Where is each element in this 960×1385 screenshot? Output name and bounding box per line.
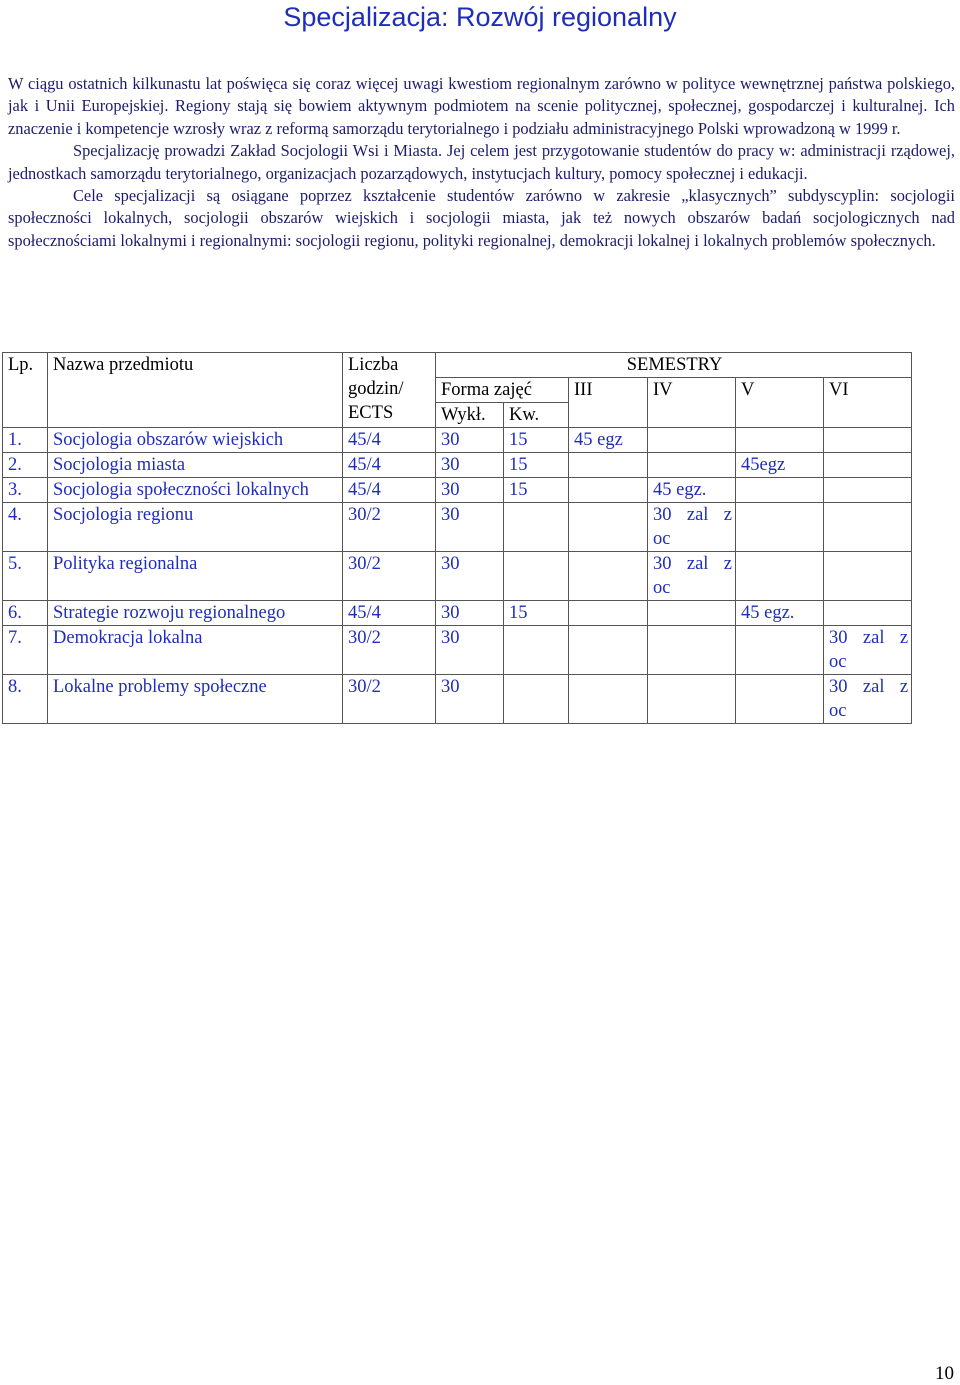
row-sem3 bbox=[569, 453, 648, 478]
row-hours: 45/4 bbox=[343, 453, 436, 478]
row-sem4: 45 egz. bbox=[648, 478, 736, 503]
intro-text bbox=[8, 73, 955, 252]
header-hours-line3: ECTS bbox=[348, 403, 394, 423]
row-sem5: 45egz bbox=[736, 453, 824, 478]
row-name: Strategie rozwoju regionalnego bbox=[48, 601, 343, 626]
row-name: Socjologia obszarów wiejskich bbox=[48, 428, 343, 453]
row-lp: 5. bbox=[3, 552, 48, 601]
row-sem3 bbox=[569, 552, 648, 601]
header-row-1 bbox=[3, 353, 912, 378]
header-sem6: VI bbox=[824, 378, 912, 428]
row-sem6 bbox=[824, 601, 912, 626]
header-lp: Lp. bbox=[3, 353, 48, 428]
row-wykl: 30 bbox=[436, 675, 504, 724]
row-kw bbox=[504, 552, 569, 601]
row-sem5 bbox=[736, 478, 824, 503]
row-hours: 45/4 bbox=[343, 601, 436, 626]
row-name: Socjologia miasta bbox=[48, 453, 343, 478]
row-hours: 45/4 bbox=[343, 428, 436, 453]
row-wykl: 30 bbox=[436, 478, 504, 503]
row-wykl: 30 bbox=[436, 453, 504, 478]
row-name: Lokalne problemy społeczne bbox=[48, 675, 343, 724]
header-sem4: IV bbox=[648, 378, 736, 428]
row-sem6 bbox=[824, 552, 912, 601]
row-sem3 bbox=[569, 675, 648, 724]
row-name: Socjologia regionu bbox=[48, 503, 343, 552]
header-hours-line2: godzin/ bbox=[348, 379, 404, 399]
course-table bbox=[2, 352, 912, 724]
row-kw bbox=[504, 503, 569, 552]
row-wykl: 30 bbox=[436, 601, 504, 626]
table-row bbox=[3, 453, 912, 478]
row-kw bbox=[504, 626, 569, 675]
row-lp: 1. bbox=[3, 428, 48, 453]
row-kw: 15 bbox=[504, 453, 569, 478]
row-sem4: 30 zal z oc bbox=[648, 503, 736, 552]
row-kw: 15 bbox=[504, 478, 569, 503]
header-kw: Kw. bbox=[504, 403, 569, 428]
header-semesters: SEMESTRY bbox=[436, 353, 912, 378]
row-sem6 bbox=[824, 478, 912, 503]
header-sem5: V bbox=[736, 378, 824, 428]
row-sem3 bbox=[569, 626, 648, 675]
course-table-body bbox=[3, 353, 912, 724]
row-hours: 30/2 bbox=[343, 626, 436, 675]
row-hours: 45/4 bbox=[343, 478, 436, 503]
row-name: Polityka regionalna bbox=[48, 552, 343, 601]
paragraph-2: Specjalizację prowadzi Zakład Socjologii Wsi i Miasta. Jej celem jest przygotowanie studentów do pracy w: administracji rządowej, jednostkach samorządu terytorialnego, organizacjach pozarządowych, instytucjach kultury, pomocy społecznej i edukacji. bbox=[8, 141, 955, 183]
row-sem5 bbox=[736, 428, 824, 453]
row-wykl: 30 bbox=[436, 552, 504, 601]
row-sem6 bbox=[824, 453, 912, 478]
row-sem4 bbox=[648, 601, 736, 626]
row-sem4 bbox=[648, 453, 736, 478]
row-sem3 bbox=[569, 478, 648, 503]
row-wykl: 30 bbox=[436, 626, 504, 675]
row-sem3 bbox=[569, 601, 648, 626]
row-wykl: 30 bbox=[436, 503, 504, 552]
table-row bbox=[3, 428, 912, 453]
row-wykl: 30 bbox=[436, 428, 504, 453]
row-lp: 8. bbox=[3, 675, 48, 724]
paragraph-1: W ciągu ostatnich kilkunastu lat poświęca się coraz więcej uwagi kwestiom regionalnym zarówno w polityce wewnętrznej państwa polskiego, jak i Unii Europejskiej. Regiony stają się bowiem aktywnym podmiotem na scenie politycznej, społecznej, gospodarczej i kulturalnej. Ich znaczenie i kompetencje wzrosły wraz z reformą samorządu terytorialnego i podziału administracyjnego Polski wprowadzoną w 1999 r. bbox=[8, 74, 955, 138]
row-kw: 15 bbox=[504, 601, 569, 626]
page-title: Specjalizacja: Rozwój regionalny bbox=[283, 2, 677, 32]
row-kw: 15 bbox=[504, 428, 569, 453]
table-row bbox=[3, 503, 912, 552]
header-hours bbox=[343, 353, 436, 428]
row-lp: 4. bbox=[3, 503, 48, 552]
row-sem4: 30 zal z oc bbox=[648, 552, 736, 601]
row-sem6 bbox=[824, 428, 912, 453]
header-hours-line1: Liczba bbox=[348, 355, 399, 375]
table-row bbox=[3, 601, 912, 626]
row-lp: 2. bbox=[3, 453, 48, 478]
row-kw bbox=[504, 675, 569, 724]
row-sem6: 30 zal z oc bbox=[824, 626, 912, 675]
table-row bbox=[3, 478, 912, 503]
row-hours: 30/2 bbox=[343, 675, 436, 724]
row-hours: 30/2 bbox=[343, 503, 436, 552]
row-lp: 3. bbox=[3, 478, 48, 503]
header-sem3: III bbox=[569, 378, 648, 428]
header-forma: Forma zajęć bbox=[436, 378, 569, 403]
paragraph-3: Cele specjalizacji są osiągane poprzez kształcenie studentów zarówno w zakresie „klasycznych” subdyscyplin: socjologii społeczności lokalnych, socjologii obszarów wiejskich i socjologii miasta, jak też nowych obszarów badań socjologicznych nad społecznościami lokalnymi i regionalnymi: socjologii regionu, polityki regionalnej, demokracji lokalnej i lokalnych problemów społecznych. bbox=[8, 186, 955, 250]
table-row bbox=[3, 552, 912, 601]
table-row bbox=[3, 626, 912, 675]
row-sem5 bbox=[736, 675, 824, 724]
row-name: Demokracja lokalna bbox=[48, 626, 343, 675]
row-sem6: 30 zal z oc bbox=[824, 675, 912, 724]
table-row bbox=[3, 675, 912, 724]
row-sem5 bbox=[736, 626, 824, 675]
row-sem5 bbox=[736, 552, 824, 601]
row-hours: 30/2 bbox=[343, 552, 436, 601]
row-sem4 bbox=[648, 626, 736, 675]
header-name: Nazwa przedmiotu bbox=[48, 353, 343, 428]
header-wykl: Wykł. bbox=[436, 403, 504, 428]
row-name: Socjologia społeczności lokalnych bbox=[48, 478, 343, 503]
row-sem3 bbox=[569, 503, 648, 552]
row-lp: 7. bbox=[3, 626, 48, 675]
row-sem5 bbox=[736, 503, 824, 552]
row-sem4 bbox=[648, 428, 736, 453]
row-sem4 bbox=[648, 675, 736, 724]
row-lp: 6. bbox=[3, 601, 48, 626]
row-sem6 bbox=[824, 503, 912, 552]
page-number: 10 bbox=[935, 1363, 954, 1384]
row-sem5: 45 egz. bbox=[736, 601, 824, 626]
row-sem3: 45 egz bbox=[569, 428, 648, 453]
